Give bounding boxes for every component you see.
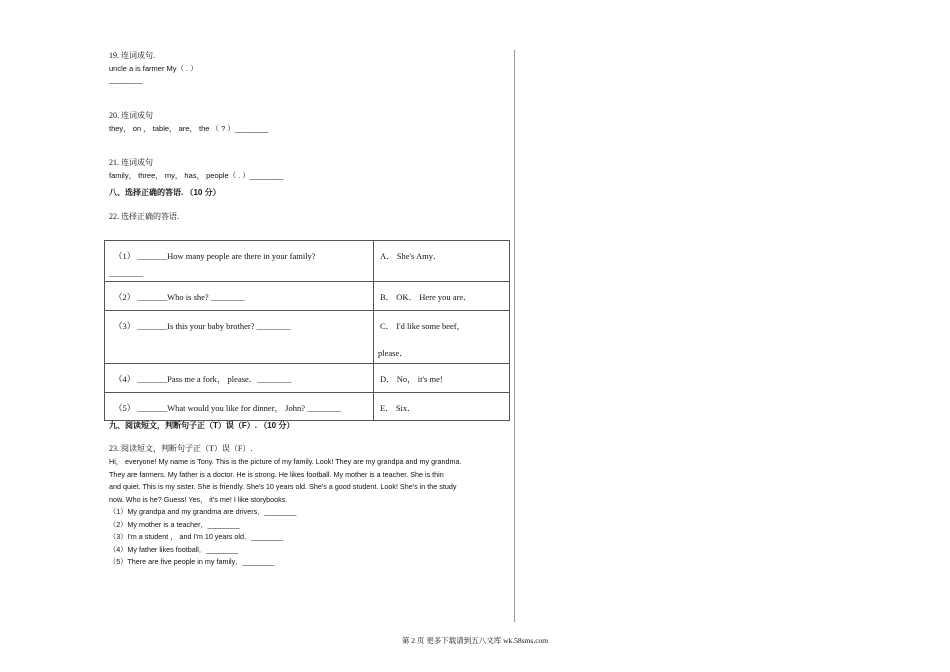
- passage-line: now. Who is he? Guess! Yes， it's me! I like storybooks.: [109, 494, 288, 504]
- answer-text: D． No， it's me!: [380, 374, 443, 384]
- answer-cell: [374, 393, 510, 421]
- table-row: [105, 241, 510, 282]
- answer-cell: [374, 364, 510, 393]
- passage-line: and quiet. This is my sister. She is friendly. She's 10 years old. She's a good student. Look! She's in the study: [109, 482, 457, 491]
- question-cell: [105, 393, 374, 421]
- q19-title: 19. 连词成句.: [109, 51, 155, 60]
- q21-title: 21. 连词成句: [109, 158, 153, 167]
- q20-words: they， on ， table， are， the （ ? ）________: [109, 124, 269, 133]
- page-footer: 第 2 页 更多下载请到五八文库 wk.58sms.com: [401, 636, 549, 645]
- question-text: （4） _______Pass me a fork， please．________: [114, 374, 292, 384]
- question-text: （5） _______What would you like for dinner， John? ________: [114, 403, 342, 413]
- answer-text: C． I'd like some beef，: [380, 321, 466, 331]
- question-cell: [105, 311, 374, 364]
- table-row: [105, 311, 510, 364]
- statement-item: （3）I'm a student ， and I'm 10 years old．________: [109, 532, 284, 541]
- q20-title: 20. 连词成句: [109, 111, 153, 120]
- question-cell: [105, 241, 374, 282]
- table-row: [105, 393, 510, 421]
- answer-cell: [374, 282, 510, 311]
- table-row: [105, 282, 510, 311]
- answer-text: A． She's Amy．: [380, 251, 442, 261]
- answer-cell: [374, 241, 510, 282]
- answer-text: E． Six．: [380, 403, 416, 413]
- answer-text-continued: please．: [378, 348, 408, 358]
- q21-words: family， three， my， has， people（ . ）________: [109, 171, 284, 180]
- table-row: [105, 364, 510, 393]
- question-text: （2） _______Who is she? ________: [114, 292, 245, 302]
- q19-words: uncle a is farmer My（ . ）: [109, 64, 198, 73]
- passage-line: They are farmers. My father is a doctor. He is strong. He likes football. My mother is a teacher. She is thin: [109, 469, 444, 479]
- column-divider: [514, 50, 515, 622]
- statement-item: （2）My mother is a teacher．________: [109, 519, 240, 529]
- section-9-heading: 九、阅读短文，判断句子正（T）误（F）. （10 分）: [109, 421, 295, 430]
- passage-line: Hi， everyone! My name is Tony. This is the picture of my family. Look! They are my grandpa and my grandma.: [109, 457, 462, 466]
- statement-item: （1）My grandpa and my grandma are drivers．________: [109, 507, 297, 516]
- answer-text: B． OK． Here you are．: [380, 292, 472, 302]
- statement-item: （4）My father likes football．________: [109, 544, 239, 554]
- q22-title: 22. 选择正确的答语.: [109, 212, 179, 221]
- question-cell: [105, 364, 374, 393]
- q23-title: 23. 阅读短文，判断句子正（T）误（F）.: [109, 444, 253, 453]
- statement-item: （5）There are five people in my family．________: [109, 557, 275, 566]
- section-8-heading: 八、选择正确的答语. （10 分）: [109, 188, 221, 197]
- answer-cell: [374, 311, 510, 364]
- question-text: （3） _______Is this your baby brother? ________: [114, 321, 291, 331]
- question-cell: [105, 282, 374, 311]
- answer-matching-table: [104, 240, 510, 421]
- question-text: （1） _______How many people are there in your family?: [114, 251, 316, 261]
- q19-answer-blank: ________: [109, 75, 143, 84]
- question-answer-blank: ________: [109, 268, 143, 278]
